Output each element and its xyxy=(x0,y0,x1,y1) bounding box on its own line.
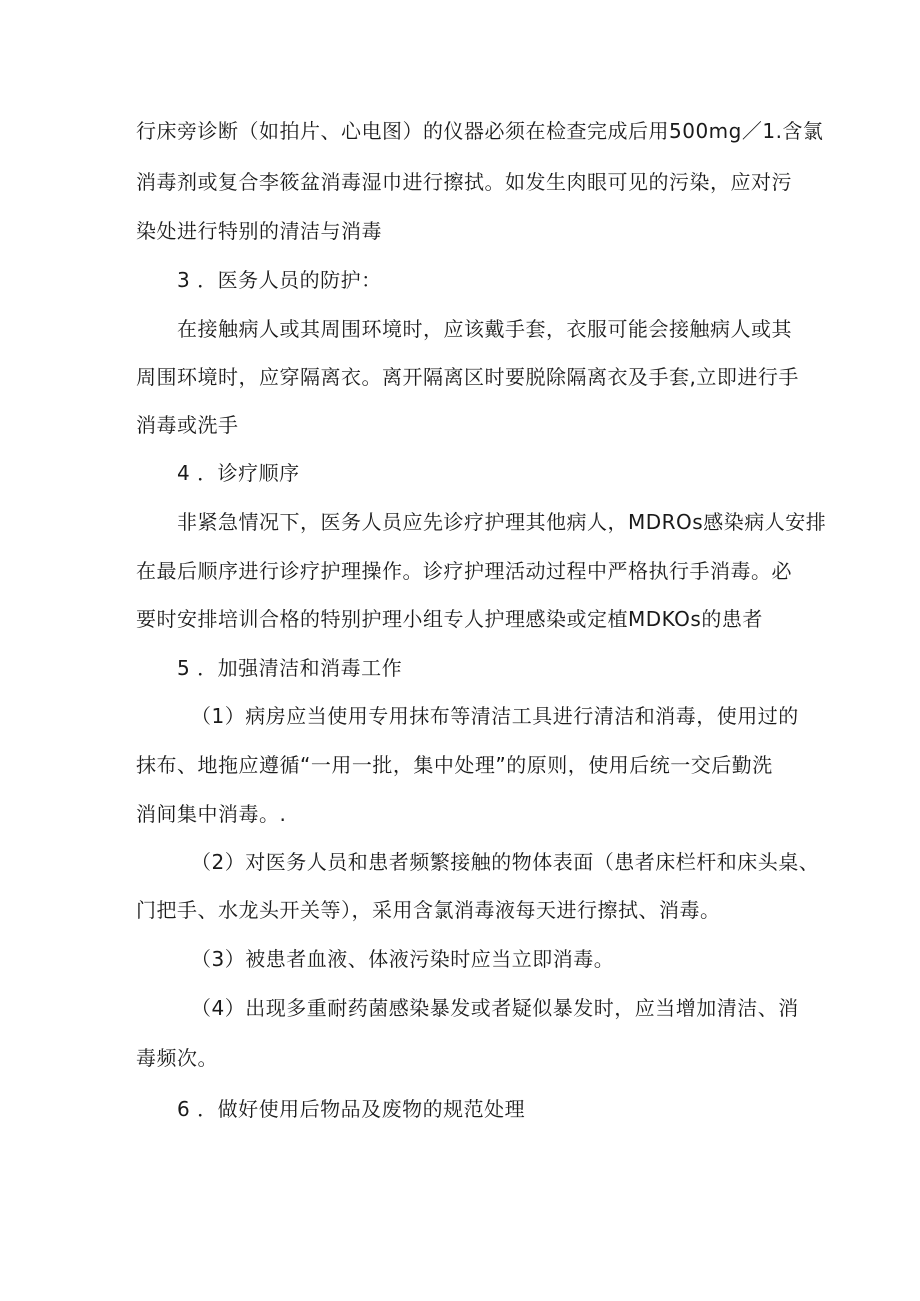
section-3-line-1: 在接触病人或其周围环境时，应该戴手套，衣服可能会接触病人或其 xyxy=(177,317,792,341)
section-4-line-1: 非紧急情况下，医务人员应先诊疗护理其他病人，MDROs感染病人安排 xyxy=(177,510,827,534)
paragraph-1-line-1: 行床旁诊断（如拍片、心电图）的仪器必须在检查完成后用500mg／1.含氯 xyxy=(136,119,824,143)
section-5-item-1-line-3: 消间集中消毒。. xyxy=(136,802,287,826)
section-5-item-1-line-2: 抹布、地拖应遵循“一用一批，集中处理”的原则，使用后统一交后勤洗 xyxy=(136,753,773,777)
paragraph-1-line-3: 染处进行特别的清洁与消毒 xyxy=(136,219,382,243)
paragraph-1-line-2: 消毒剂或复合李筱盆消毒湿巾进行擦拭。如发生肉眼可见的污染，应对污 xyxy=(136,170,792,194)
section-3-line-2: 周围环境时，应穿隔离衣。离开隔离区时要脱除隔离衣及手套,立即进行手 xyxy=(136,365,799,389)
section-3-heading: 3 ．医务人员的防护： xyxy=(177,268,382,292)
section-5-item-1-line-1: （1）病房应当使用专用抹布等清洁工具进行清洁和消毒，使用过的 xyxy=(191,704,799,728)
section-5-heading: 5 ．加强清洁和消毒工作 xyxy=(177,656,403,680)
section-5-item-3-line-1: （3）被患者血液、体液污染时应当立即消毒。 xyxy=(191,947,615,971)
section-3-line-3: 消毒或洗手 xyxy=(136,413,239,437)
section-4-line-3: 要时安排培训合格的特别护理小组专人护理感染或定植MDKOs的患者 xyxy=(136,607,763,631)
section-5-item-2-line-2: 门把手、水龙头开关等），采用含氯消毒液每天进行擦拭、消毒。 xyxy=(136,898,721,922)
section-6-heading: 6 ．做好使用后物品及废物的规范处理 xyxy=(177,1097,526,1121)
section-4-line-2: 在最后顺序进行诊疗护理操作。诊疗护理活动过程中严格执行手消毒。必 xyxy=(136,559,792,583)
section-4-heading: 4 ．诊疗顺序 xyxy=(177,461,300,485)
section-5-item-4-line-1: （4）出现多重耐药菌感染暴发或者疑似暴发时，应当增加清洁、消 xyxy=(191,996,799,1020)
section-5-item-2-line-1: （2）对医务人员和患者频繁接触的物体表面（患者床栏杆和床头桌、 xyxy=(191,850,820,874)
section-5-item-4-line-2: 毒频次。 xyxy=(136,1046,218,1070)
